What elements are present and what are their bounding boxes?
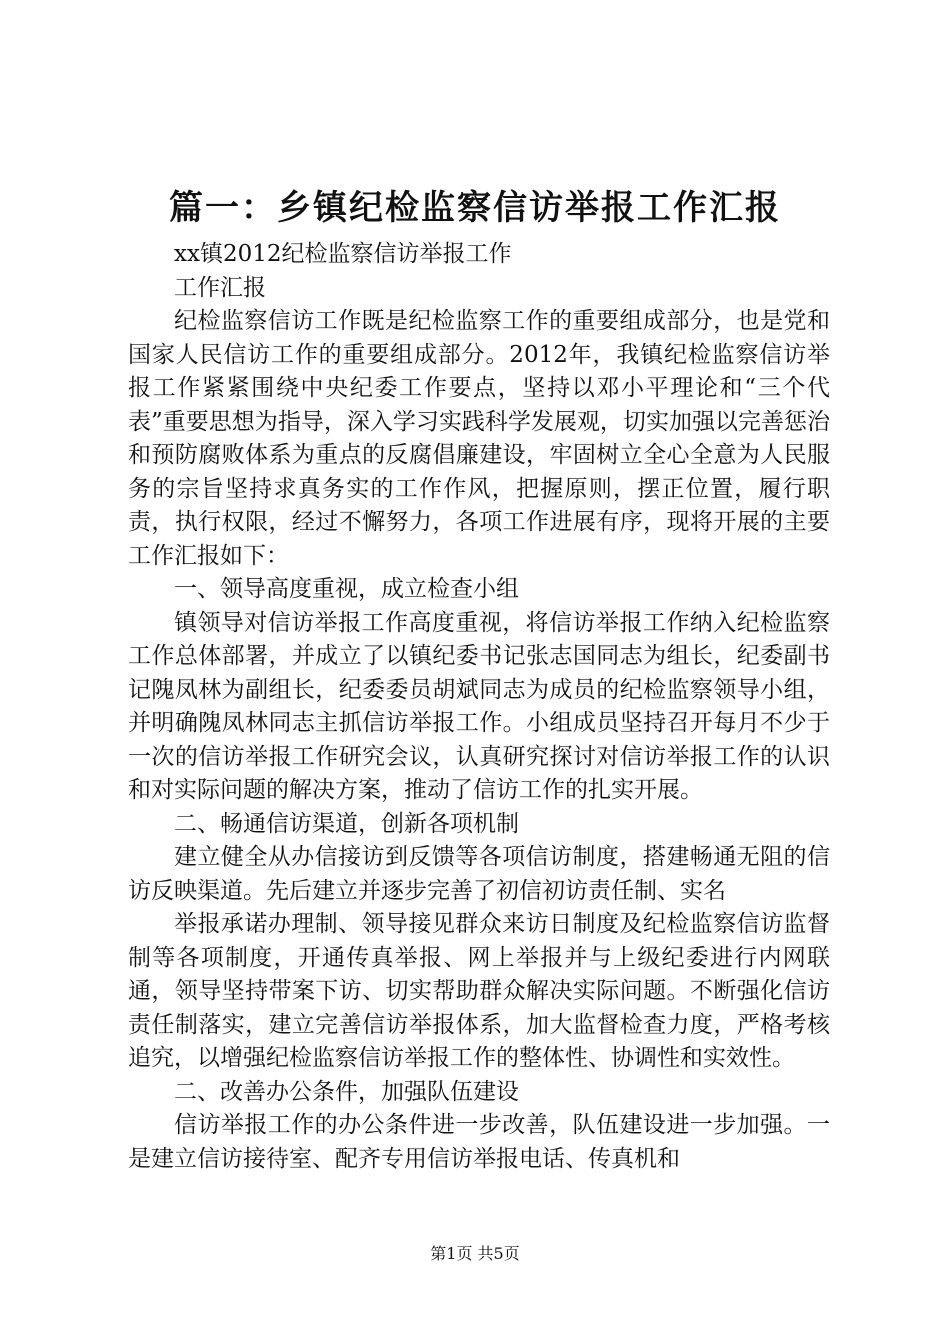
section-heading-leadership: 一、领导高度重视，成立检查小组 — [174, 576, 519, 602]
paragraph-intro: 纪检监察信访工作既是纪检监察工作的重要组成部分，也是党和国家人民信访工作的重要组成部分。2012年，我镇纪检监察信访举报工作紧紧围绕中央纪委工作要点，坚持以邓小平理论和“三个代表”重要思想为指导，深入学习实践科学发展观，切实加强以完善惩治和预防腐败体系为重点的反腐倡廉建设，牢固树立全心全意为人民服务的宗旨坚持求真务实的工作作风，把握原则，摆正位置，履行职责，执行权限，经过不懈努力，各项工作进展有序，现将开展的主要工作汇报如下： — [128, 308, 830, 569]
paragraph-town-heading: xx镇2012纪检监察信访举报工作 — [174, 241, 512, 267]
paragraph-channels: 建立健全从办信接访到反馈等各项信访制度，搭建畅通无阻的信访反映渠道。先后建立并逐步完善了初信初访责任制、实名 — [128, 844, 830, 904]
document-body — [128, 238, 830, 1176]
page-footer: 第1页 共5页 — [430, 1244, 520, 1263]
paragraph-leadership: 镇领导对信访举报工作高度重视，将信访举报工作纳入纪检监察工作总体部署，并成立了以镇纪委书记张志国同志为组长，纪委副书记隗凤林为副组长，纪委委员胡斌同志为成员的纪检监察领导小组，并明确隗凤林同志主抓信访举报工作。小组成员坚持召开每月不少于一次的信访举报工作研究会议，认真研究探讨对信访举报工作的认识和对实际问题的解决方案，推动了信访工作的扎实开展。 — [128, 609, 830, 803]
section-heading-conditions: 二、改善办公条件，加强队伍建设 — [174, 1078, 519, 1105]
section-heading-channels: 二、畅通信访渠道，创新各项机制 — [174, 810, 519, 837]
document-title: 篇一：乡镇纪检监察信访举报工作汇报 — [169, 188, 781, 228]
paragraph-conditions: 信访举报工作的办公条件进一步改善，队伍建设进一步加强。一是建立信访接待室、配齐专用信访举报电话、传真机和 — [128, 1112, 830, 1172]
paragraph-systems: 举报承诺办理制、领导接见群众来访日制度及纪检监察信访监督制等各项制度，开通传真举报、网上举报并与上级纪委进行内网联通，领导坚持带案下访、切实帮助群众解决实际问题。不断强化信访责任制落实，建立完善信访举报体系，加大监督检查力度，严格考核追究，以增强纪检监察信访举报工作的整体性、协调性和实效性。 — [128, 911, 830, 1071]
paragraph-report-heading: 工作汇报 — [174, 274, 266, 301]
